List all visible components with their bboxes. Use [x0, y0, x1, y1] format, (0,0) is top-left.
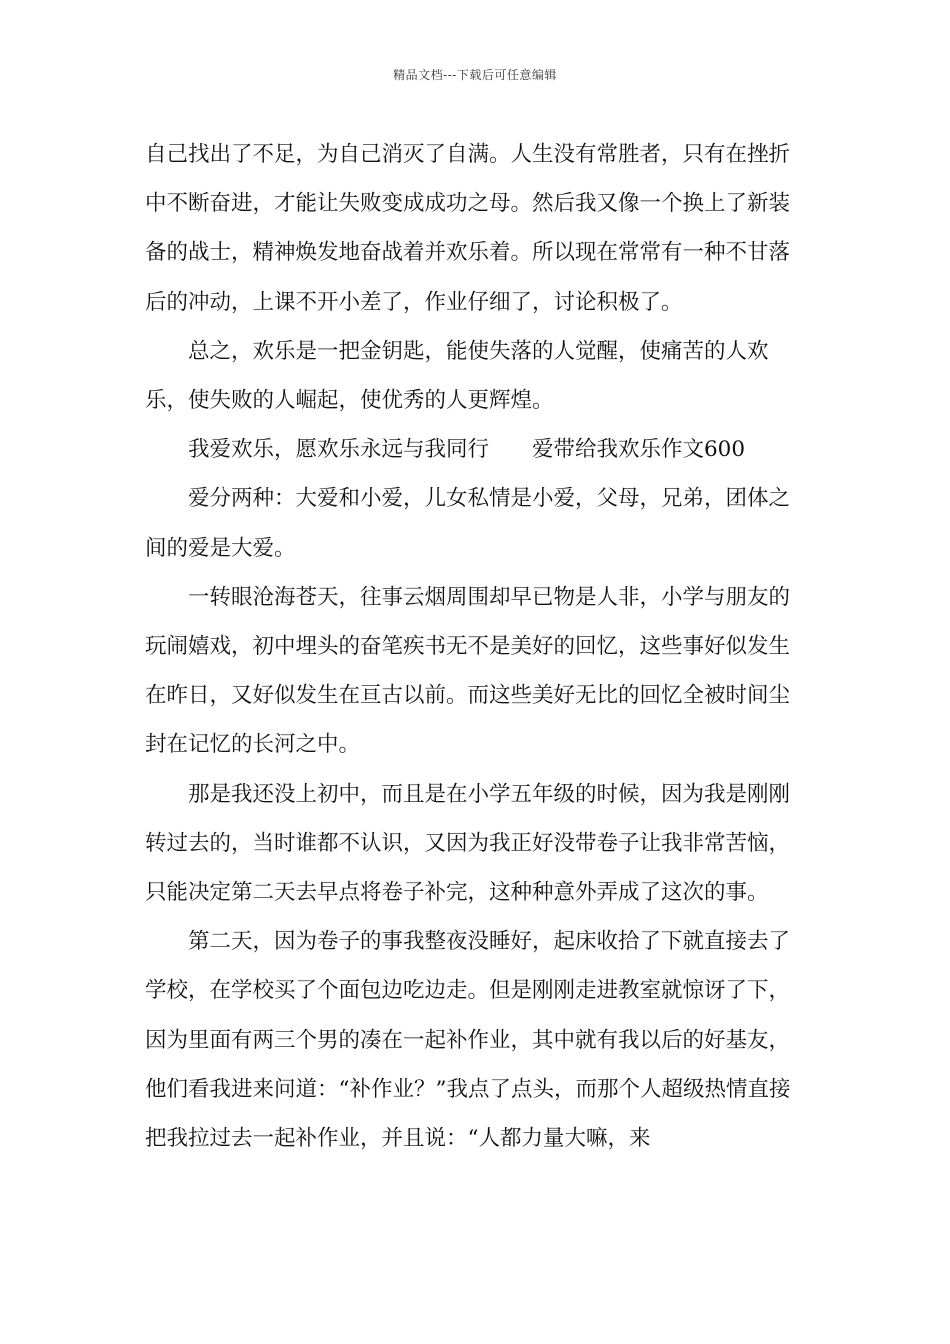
paragraph: 一转眼沧海苍天，往事云烟周围却早已物是人非，小学与朋友的玩闹嬉戏，初中埋头的奋笔疾书无不是美好的回忆，这些事好似发生在昨日，又好似发生在亘古以前。而这些美好无比的回忆全被时间尘封在记忆的长河之中。	[145, 584, 791, 758]
paragraph: 第二天，因为卷子的事我整夜没睡好，起床收拾了下就直接去了学校，在学校买了个面包边吃边走。但是刚刚走进教室就惊讶了下，因为里面有两三个男的凑在一起补作业，其中就有我以后的好基友，他们看我进来问道：“补作业？”我点了点头，而那个人超级热情直接把我拉过去一起补作业，并且说：“人都力量大嘛，来	[145, 929, 791, 1152]
paragraph: 自己找出了不足，为自己消灭了自满。人生没有常胜者，只有在挫折中不断奋进，才能让失败变成成功之母。然后我又像一个换上了新装备的战士，精神焕发地奋战着并欢乐着。所以现在常常有一种不甘落后的冲动，上课不开小差了，作业仔细了，讨论积极了。	[145, 142, 791, 315]
document-body	[145, 130, 810, 1163]
paragraph: 我爱欢乐，愿欢乐永远与我同行 爱带给我欢乐作文600	[188, 437, 746, 463]
paragraph: 总之，欢乐是一把金钥匙，能使失落的人觉醒，使痛苦的人欢乐，使失败的人崛起，使优秀的人更辉煌。	[145, 338, 769, 414]
paragraph: 那是我还没上初中，而且是在小学五年级的时候，因为我是刚刚转过去的，当时谁都不认识，又因为我正好没带卷子让我非常苦恼，只能决定第二天去早点将卷子补完，这种种意外弄成了这次的事。	[145, 781, 791, 906]
page-header: 精品文档---下载后可任意编辑	[393, 68, 557, 82]
paragraph: 爱分两种：大爱和小爱，儿女私情是小爱，父母，兄弟，团体之间的爱是大爱。	[145, 486, 791, 561]
